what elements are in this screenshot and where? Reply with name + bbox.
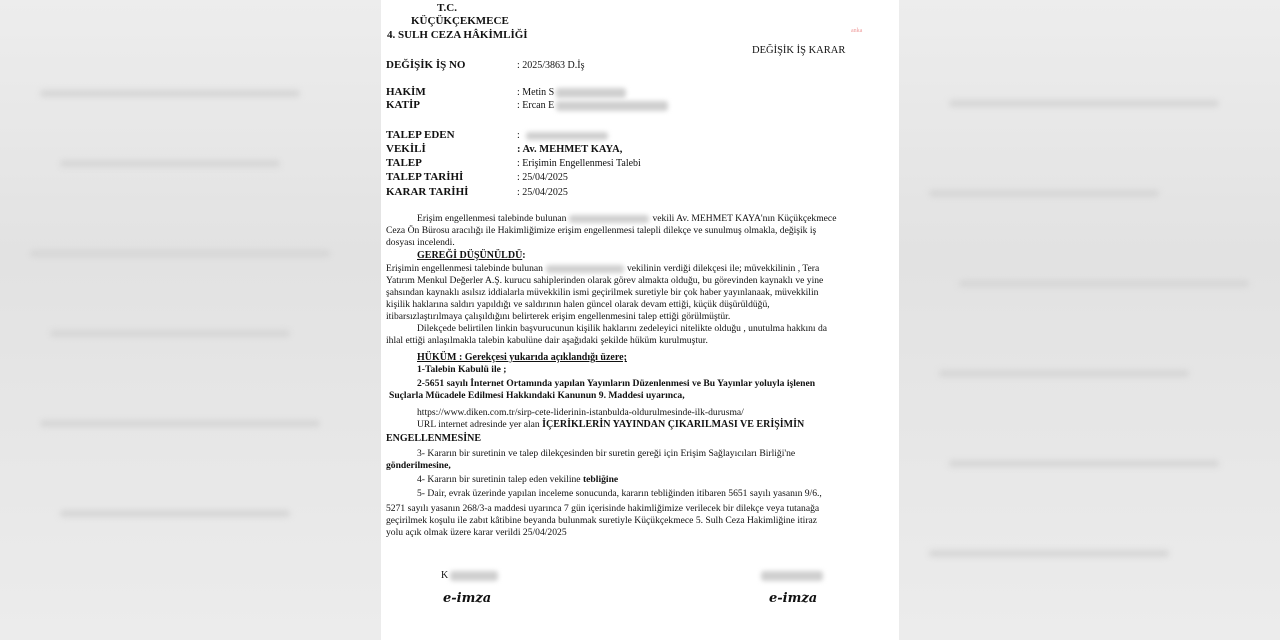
blocked-url: https://www.diken.com.tr/sirp-cete-liderinin-istanbulda-oldurulmesinde-ilk-durusma/ <box>417 407 744 418</box>
left-blurred-background <box>0 0 381 640</box>
gereği-line-5: itibarsızlaştırılmaya çalışıldığını belirterek erişim engellenmesini talep ettiği görülmüştür. <box>386 311 731 322</box>
hukum-item-5d: yolu açık olmak üzere karar verildi 25/04/2025 <box>386 527 567 538</box>
talep-value: : Erişimin Engellenmesi Talebi <box>517 158 641 169</box>
hukum-item-5b: 5271 sayılı yasanın 268/3-a maddesi uyarınca 7 gün içerisinde hakimliğimize verilecek bir dilekçe veya tutanağa <box>386 503 820 514</box>
talep-eden-label: TALEP EDEN <box>386 129 455 141</box>
left-signer-name: K <box>441 570 498 581</box>
corner-watermark: anka <box>851 28 863 34</box>
gereği-line-4: kişilik haklarına saldırı yapıldığı ve saldırının halen güncel olarak devam ettiği, küçük düşürüldüğü, <box>386 299 770 310</box>
talep-tarihi-value: : 25/04/2025 <box>517 172 568 183</box>
hakim-label: HAKİM <box>386 86 426 98</box>
talep-label: TALEP <box>386 157 422 169</box>
gereği-line-3: şahsından kaynaklı asılsız iddialarla müvekkilin ismi geçirilmek suretiyle bir çok haber yayınlanaak, müvekkilin <box>386 287 819 298</box>
gereği-line-2: Yatırım Menkul Değerler A.Ş. kurucu sahiplerinden olarak görev almakta olduğu, bu görevinden kaynaklı ve yine <box>386 275 824 286</box>
gereği-title: GEREĞİ DÜŞÜNÜLDÜ: <box>417 250 526 261</box>
vekili-value: : Av. MEHMET KAYA, <box>517 144 623 155</box>
left-e-signature: e-imza <box>443 591 492 606</box>
hukum-item-4: 4- Kararın bir suretinin talep eden vekiline tebliğine <box>417 474 619 485</box>
header-tc: T.C. <box>437 2 457 14</box>
intro-line-1: Erişim engellenmesi talebinde bulunan vekili Av. MEHMET KAYA'nın Küçükçekmece <box>417 213 837 224</box>
gereği-line-6: Dilekçede belirtilen linkin başvurucunun kişilik haklarını zedeleyici nitelikte olduğu , unutulma hakkını da <box>417 323 828 334</box>
gereği-line-1: Erişimin engellenmesi talebinde bulunan vekilinin verdiği dilekçesi ile; müvekkilinin , Tera <box>386 263 820 274</box>
right-signer-name <box>761 570 823 581</box>
url-line: URL internet adresinde yer alan İÇERİKLERİN YAYINDAN ÇIKARILMASI VE ERİŞİMİN <box>417 419 805 430</box>
header-court: 4. SULH CEZA HÂKİMLİĞİ <box>387 29 528 41</box>
header-city: KÜÇÜKÇEKMECE <box>411 15 509 27</box>
is-no-value: : 2025/3863 D.İş <box>517 60 585 71</box>
court-decision-document <box>381 0 899 640</box>
hukum-item-2a: 2-5651 sayılı İnternet Ortamında yapılan Yayınların Düzenlenmesi ve Bu Yayınlar yoluyla işlenen <box>417 378 816 389</box>
karar-tarihi-label: KARAR TARİHİ <box>386 186 469 198</box>
talep-tarihi-label: TALEP TARİHİ <box>386 171 464 183</box>
karar-tarihi-value: : 25/04/2025 <box>517 187 568 198</box>
hukum-item-2b: Suçlarla Mücadele Edilmesi Hakkındaki Kanunun 9. Maddesi uyarınca, <box>389 390 685 401</box>
hukum-item-5a: 5- Dair, evrak üzerinde yapılan inceleme sonucunda, kararın tebliğinden itibaren 5651 sayılı yasanın 9/6., <box>417 488 822 499</box>
talep-eden-value: : <box>517 130 608 141</box>
katip-label: KATİP <box>386 99 421 111</box>
hukum-title: HÜKÜM : Gerekçesi yukarıda açıklandığı üzere; <box>417 352 627 363</box>
hukum-item-3b: gönderilmesine, <box>386 460 451 471</box>
katip-value: : Ercan E <box>517 100 668 111</box>
intro-line-2: Ceza Ön Bürosu aracılığı ile Hakimliğimize erişim engellenmesi talepli dilekçe ve sunulmuş olmakla, değişik iş <box>386 225 817 236</box>
hukum-item-1: 1-Talebin Kabulü ile ; <box>417 364 507 375</box>
vekili-label: VEKİLİ <box>386 143 426 155</box>
hakim-value: : Metin S <box>517 87 626 98</box>
is-no-label: DEĞİŞİK İŞ NO <box>386 59 466 71</box>
hukum-item-3a: 3- Kararın bir suretinin ve talep dilekçesinden bir suretin gereği için Erişim Sağlayıcıları Birliği'ne <box>417 448 796 459</box>
intro-line-3: dosyası incelendi. <box>386 237 455 248</box>
url-line-end: ENGELLENMESİNE <box>386 433 482 444</box>
right-blurred-background <box>899 0 1280 640</box>
gereği-line-7: ihlal ettiği anlaşılmakla talebin kabulüne dair aşağıdaki şekilde hüküm kurulmuştur. <box>386 335 708 346</box>
right-e-signature: e-imza <box>769 591 818 606</box>
doc-type: DEĞİŞİK İŞ KARAR <box>752 45 846 56</box>
hukum-item-5c: geçirilmek koşulu ile zabıt kâtibine beyanda bulunmak suretiyle Küçükçekmece 5. Sulh Ceza Hakimliğine itiraz <box>386 515 818 526</box>
